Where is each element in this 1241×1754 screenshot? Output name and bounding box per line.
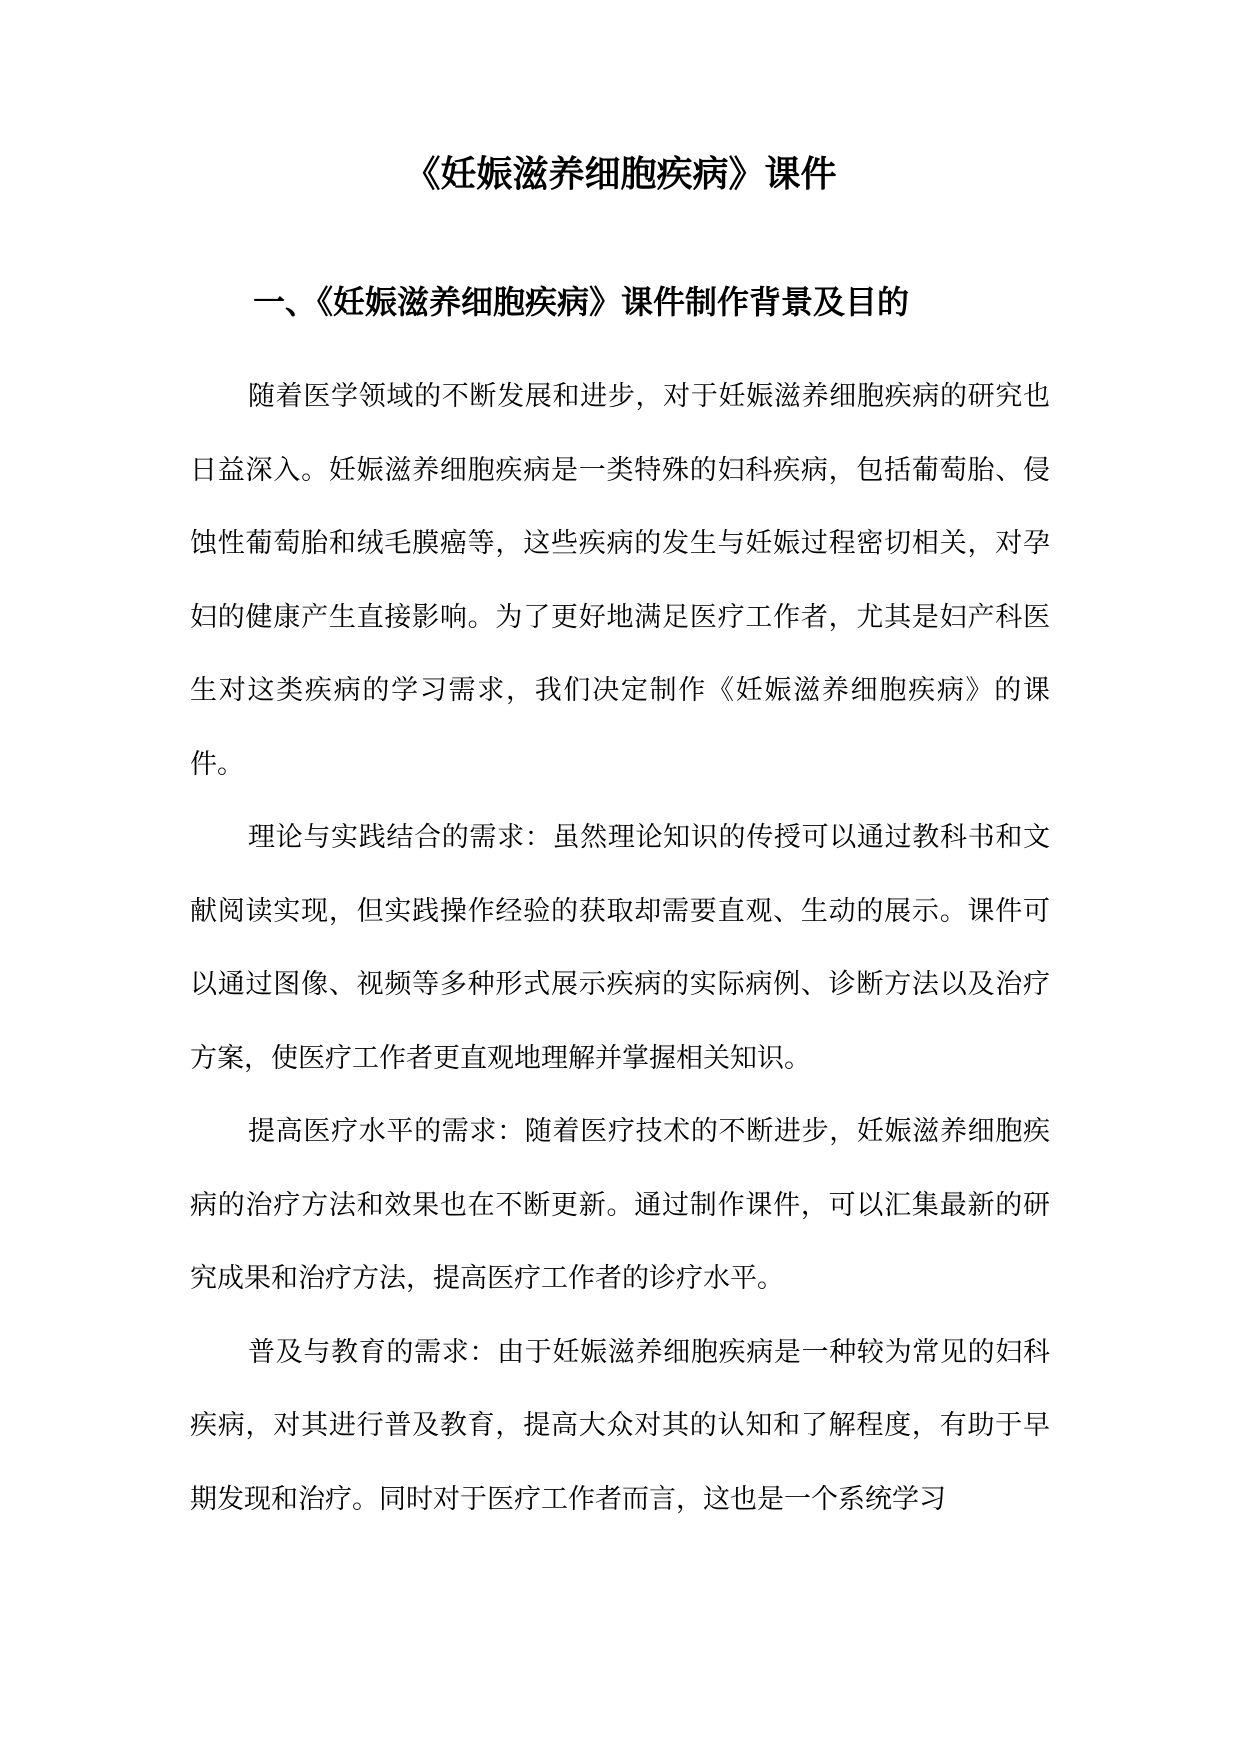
paragraph-medical-level: 提高医疗水平的需求：随着医疗技术的不断进步，妊娠滋养细胞疾病的治疗方法和效果也在不断更新。通过制作课件，可以汇集最新的研究成果和治疗方法，提高医疗工作者的诊疗水平。 xyxy=(190,1116,1050,1294)
paragraph-education: 普及与教育的需求：由于妊娠滋养细胞疾病是一种较为常见的妇科疾病，对其进行普及教育，提高大众对其的认知和了解程度，有助于早期发现和治疗。同时对于医疗工作者而言，这也是一个系统学习 xyxy=(190,1336,1050,1515)
document-title: 《妊娠滋养细胞疾病》课件 xyxy=(404,153,837,195)
body-text xyxy=(190,360,1050,1536)
paragraph-theory-practice: 理论与实践结合的需求：虽然理论知识的传授可以通过教科书和文献阅读实现，但实践操作经验的获取却需要直观、生动的展示。课件可以通过图像、视频等多种形式展示疾病的实际病例、诊断方法以及治疗方案，使医疗工作者更直观地理解并掌握相关知识。 xyxy=(190,822,1050,1074)
section-heading: 一、《妊娠滋养细胞疾病》课件制作背景及目的 xyxy=(253,283,910,321)
paragraph-background: 随着医学领域的不断发展和进步，对于妊娠滋养细胞疾病的研究也日益深入。妊娠滋养细胞疾病是一类特殊的妇科疾病，包括葡萄胎、侵蚀性葡萄胎和绒毛膜癌等，这些疾病的发生与妊娠过程密切相关，对孕妇的健康产生直接影响。为了更好地满足医疗工作者，尤其是妇产科医生对这类疾病的学习需求，我们决定制作《妊娠滋养细胞疾病》的课件。 xyxy=(190,381,1050,780)
